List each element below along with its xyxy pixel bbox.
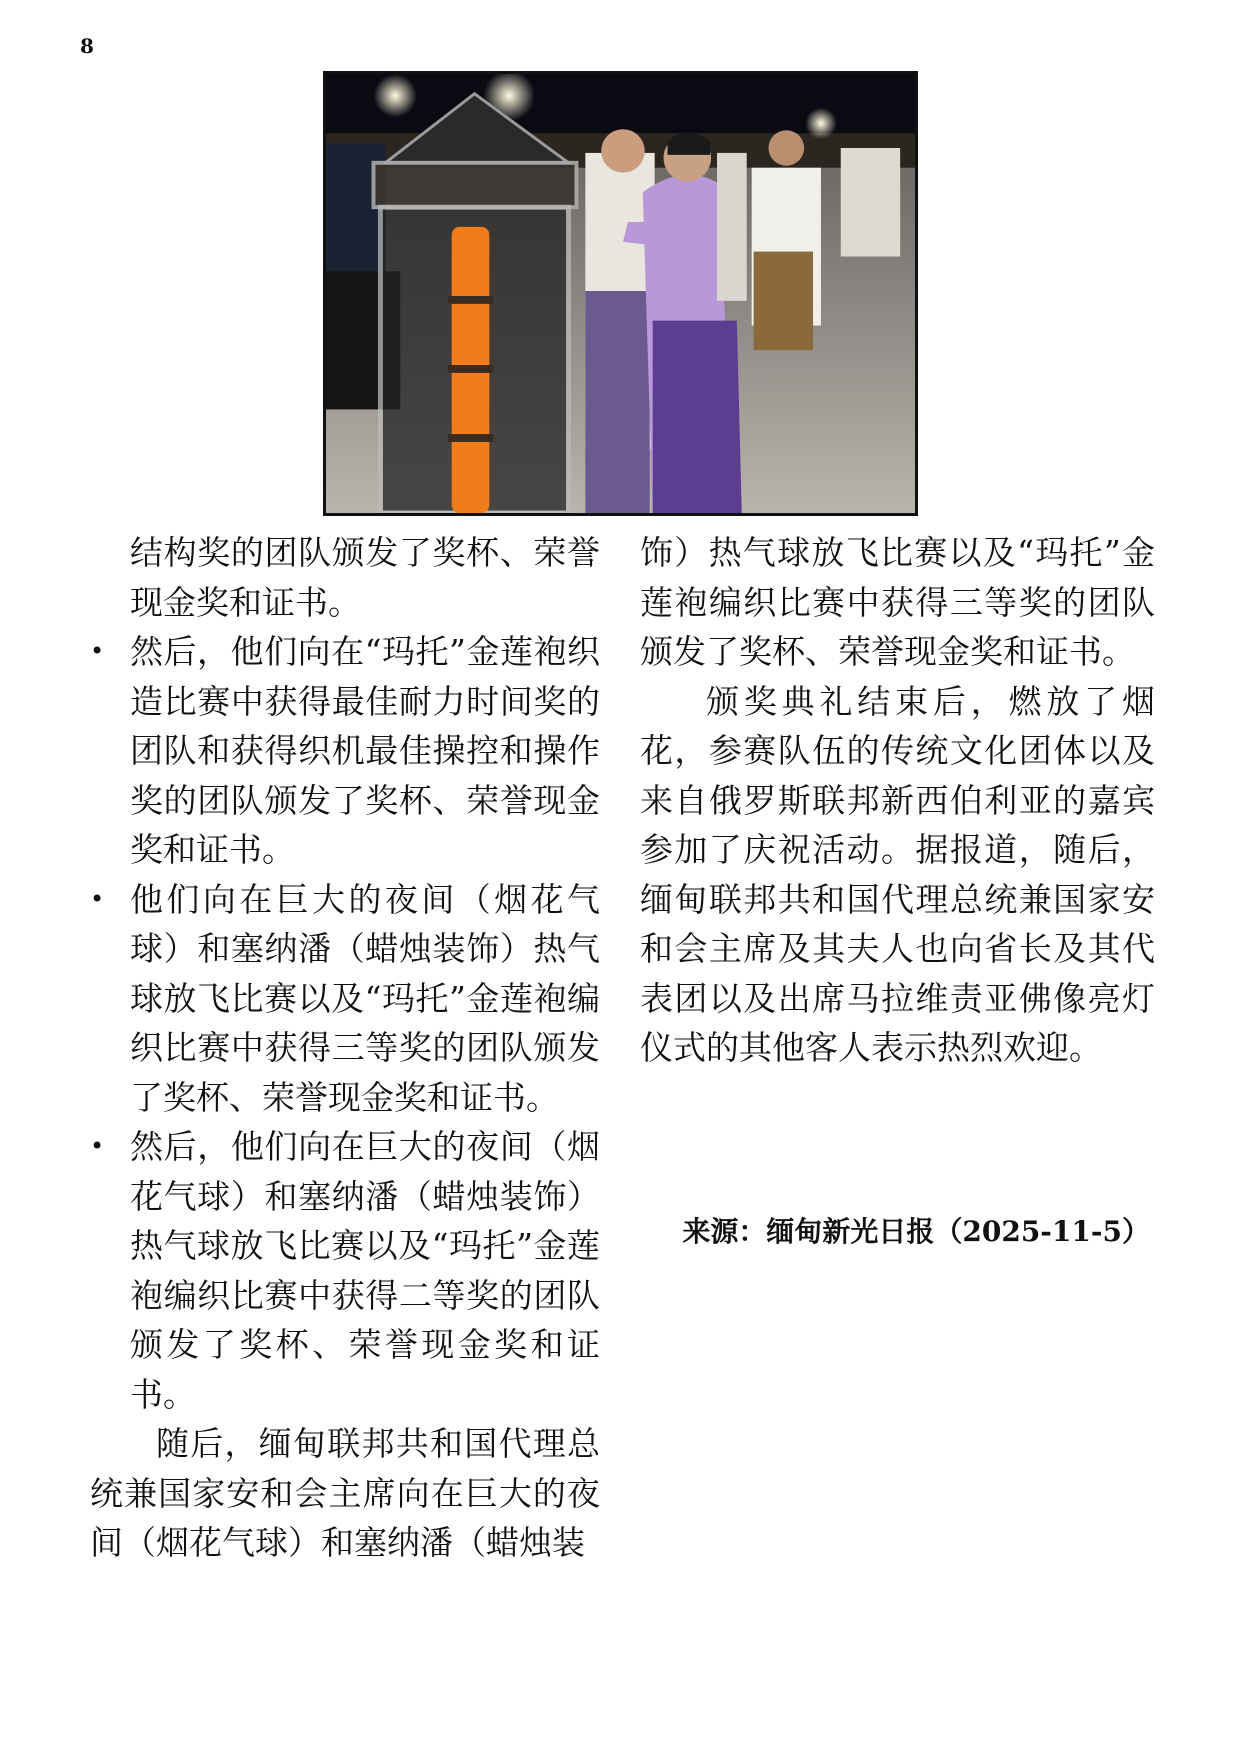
- list-item: • 然后，他们向在“玛托”金莲袍织造比赛中获得最佳耐力时间奖的团队和获得织机最佳操控和操作奖的团队颁发了奖杯、荣誉现金奖和证书。: [90, 627, 600, 875]
- list-item: • 然后，他们向在巨大的夜间（烟花气球）和塞纳潘（蜡烛装饰）热气球放飞比赛以及“玛托”金莲袍编织比赛中获得二等奖的团队颁发了奖杯、荣誉现金奖和证书。: [90, 1122, 600, 1419]
- right-column: [640, 528, 1155, 1073]
- body-paragraph: 颁奖典礼结束后，燃放了烟花，参赛队伍的传统文化团体以及来自俄罗斯联邦新西伯利亚的嘉宾参加了庆祝活动。据报道，随后，缅甸联邦共和国代理总统兼国家安和会主席及其夫人也向省长及其代表团以及出席马拉维责亚佛像亮灯仪式的其他客人表示热烈欢迎。: [640, 681, 1155, 1067]
- source-credit: 来源：缅甸新光日报（2025-11-5）: [682, 1215, 1150, 1248]
- continuation-text: 结构奖的团队颁发了奖杯、荣誉现金奖和证书。: [130, 533, 600, 622]
- list-item: • 他们向在巨大的夜间（烟花气球）和塞纳潘（蜡烛装饰）热气球放飞比赛以及“玛托”金莲袍编织比赛中获得三等奖的团队颁发了奖杯、荣誉现金奖和证书。: [90, 875, 600, 1123]
- ceremony-photo-icon: [326, 74, 915, 513]
- left-column: [90, 528, 600, 1568]
- page-number: 8: [80, 34, 94, 58]
- continuation-text: 饰）热气球放飞比赛以及“玛托”金莲袍编织比赛中获得三等奖的团队颁发了奖杯、荣誉现金奖和证书。: [640, 533, 1155, 671]
- news-photo: [323, 71, 918, 516]
- body-paragraph: 随后，缅甸联邦共和国代理总统兼国家安和会主席向在巨大的夜间（烟花气球）和塞纳潘（蜡烛装: [90, 1424, 600, 1562]
- award-list: [90, 627, 600, 1419]
